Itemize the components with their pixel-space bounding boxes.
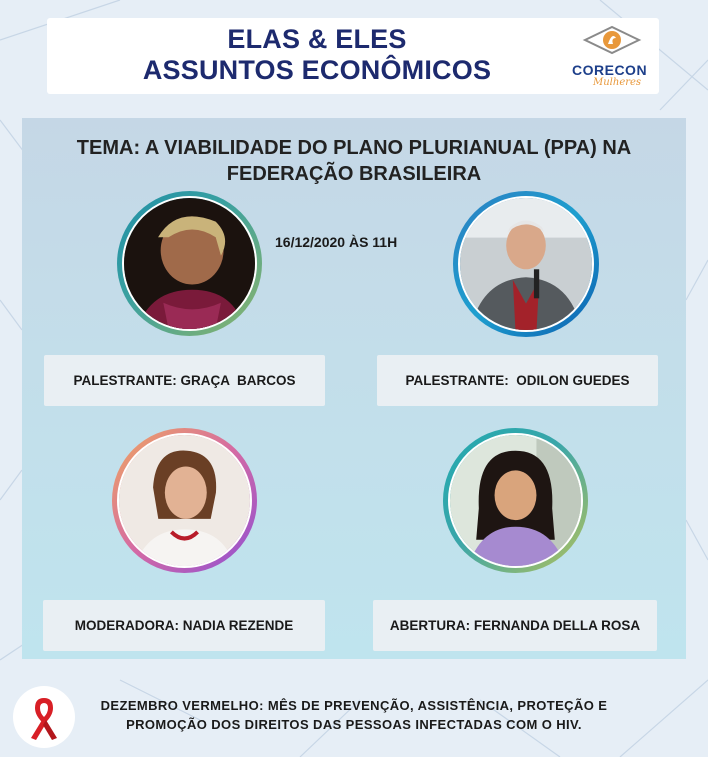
logo-text: CORECON [572,62,648,78]
portrait-image [119,435,250,566]
title-line-1: ELAS & ELES [227,24,407,54]
speaker-photo-2 [453,191,599,337]
red-ribbon-icon [13,686,75,748]
speaker-photo-1 [117,191,262,336]
speaker-label-1: PALESTRANTE: GRAÇA BARCOS [44,355,325,406]
footer-line-1: DEZEMBRO VERMELHO: MÊS DE PREVENÇÃO, ASSISTÊNCIA, PROTEÇÃO E [100,698,608,713]
speaker-label-2: PALESTRANTE: ODILON GUEDES [377,355,658,406]
portrait-image [460,198,592,330]
opening-speaker-photo [443,428,588,573]
theme-line-2: FEDERAÇÃO BRASILEIRA [226,163,482,185]
footer-message [80,696,628,734]
event-theme [22,135,686,187]
logo-subtext: Mulheres [593,77,642,88]
page-title [107,24,527,86]
title-line-2: ASSUNTOS ECONÔMICOS [142,55,492,85]
moderator-label: MODERADORA: NADIA REZENDE [43,600,325,651]
portrait-image [124,198,255,329]
moderator-photo [112,428,257,573]
event-date: 16/12/2020 ÀS 11H [275,234,398,250]
theme-line-1: TEMA: A VIABILIDADE DO PLANO PLURIANUAL (PPA) NA [76,137,632,159]
header-banner [47,18,659,94]
opening-label: ABERTURA: FERNANDA DELLA ROSA [373,600,657,651]
footer-line-2: PROMOÇÃO DOS DIREITOS DAS PESSOAS INFECTADAS COM O HIV. [126,717,582,732]
portrait-image [450,435,581,566]
ribbon-badge [13,686,75,748]
